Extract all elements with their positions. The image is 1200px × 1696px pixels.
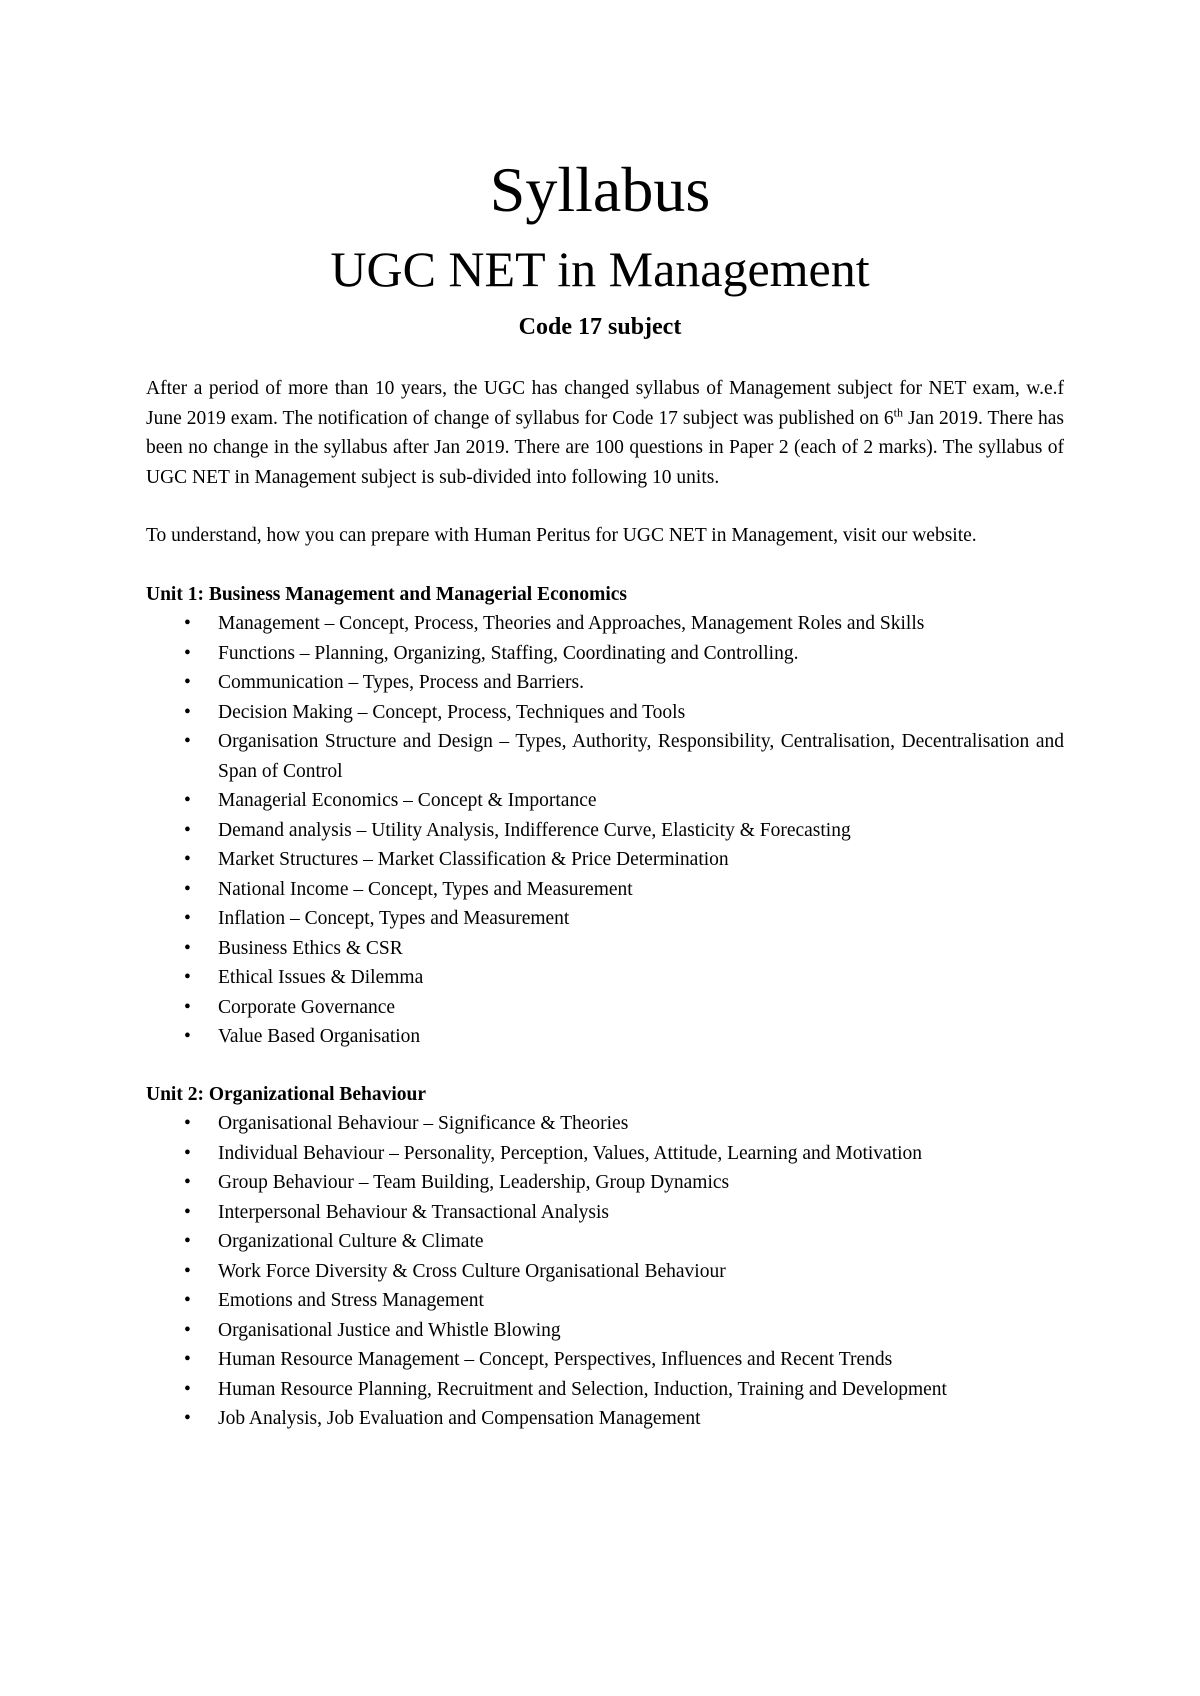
bullet-icon: •	[184, 1026, 191, 1047]
bullet-icon: •	[184, 967, 191, 988]
list-item	[146, 1139, 1064, 1169]
page-subtitle: UGC NET in Management	[330, 241, 870, 297]
topic-text: Organizational Culture & Climate	[218, 1231, 484, 1252]
topic-text: Organisation Structure and Design – Types, Authority, Responsibility, Centralisation, Decentralisation and Span of Control	[218, 731, 1064, 782]
bullet-icon: •	[184, 996, 191, 1018]
topic-text: Group Behaviour – Team Building, Leadership, Group Dynamics	[218, 1172, 730, 1193]
list-item	[146, 786, 1064, 816]
list-item	[146, 1404, 1064, 1434]
intro-paragraph	[146, 374, 1064, 492]
bullet-icon: •	[184, 1349, 191, 1370]
bullet-icon: •	[184, 849, 191, 870]
list-item	[146, 875, 1064, 905]
topic-text: Human Resource Management – Concept, Perspectives, Influences and Recent Trends	[218, 1349, 893, 1370]
unit-heading: Unit 1: Business Management and Managerial Economics	[146, 583, 628, 605]
topic-text: Organisational Justice and Whistle Blowing	[218, 1319, 561, 1341]
list-item	[146, 845, 1064, 875]
bullet-icon: •	[184, 1172, 191, 1193]
bullet-icon: •	[184, 878, 191, 900]
bullet-icon: •	[184, 908, 191, 929]
list-item	[146, 1286, 1064, 1316]
bullet-icon: •	[184, 613, 191, 634]
list-item	[146, 963, 1064, 993]
list-item	[146, 698, 1064, 728]
topic-text: Job Analysis, Job Evaluation and Compensation Management	[218, 1408, 701, 1429]
topic-text: Value Based Organisation	[218, 1026, 421, 1047]
list-item	[146, 1168, 1064, 1198]
topic-text: Decision Making – Concept, Process, Techniques and Tools	[218, 701, 686, 723]
topic-text: Inflation – Concept, Types and Measurement	[218, 908, 570, 929]
intro-text-part2: Jan 2019. There has been no change in the syllabus after Jan 2019. There are 100 questions in Paper 2 (each of 2 marks). The syllabus of UGC NET in Management subject is sub-divided into following 10 units.	[146, 407, 1064, 488]
bullet-icon: •	[184, 1378, 191, 1400]
list-item	[146, 668, 1064, 698]
topic-text: Communication – Types, Process and Barriers.	[218, 672, 585, 693]
list-item	[146, 1109, 1064, 1139]
list-item	[146, 1345, 1064, 1375]
list-item	[146, 609, 1064, 639]
topic-text: Interpersonal Behaviour & Transactional Analysis	[218, 1201, 610, 1223]
topic-text: Human Resource Planning, Recruitment and Selection, Induction, Training and Development	[218, 1378, 947, 1400]
list-item	[146, 993, 1064, 1023]
intro-text-part1: After a period of more than 10 years, the UGC has changed syllabus of Management subject for NET exam, w.e.f June 2019 exam. The notification of change of syllabus for Code 17 subject was published on 6	[146, 378, 1064, 429]
topic-text: Functions – Planning, Organizing, Staffing, Coordinating and Controlling.	[218, 642, 799, 664]
topic-text: Demand analysis – Utility Analysis, Indifference Curve, Elasticity & Forecasting	[218, 819, 851, 841]
page-title: Syllabus	[489, 154, 711, 225]
topic-text: Organisational Behaviour – Significance & Theories	[218, 1113, 629, 1134]
list-item	[146, 1257, 1064, 1287]
bullet-icon: •	[184, 1290, 191, 1311]
topic-text: Ethical Issues & Dilemma	[218, 967, 424, 988]
topic-text: Work Force Diversity & Cross Culture Organisational Behaviour	[218, 1260, 726, 1282]
bullet-icon: •	[184, 819, 191, 841]
bullet-icon: •	[184, 1113, 191, 1134]
topic-text: Emotions and Stress Management	[218, 1290, 484, 1311]
list-item	[146, 816, 1064, 846]
list-item	[146, 1022, 1064, 1052]
list-item	[146, 1316, 1064, 1346]
list-item	[146, 934, 1064, 964]
bullet-icon: •	[184, 1319, 191, 1341]
unit-heading: Unit 2: Organizational Behaviour	[146, 1083, 427, 1105]
topic-text: Business Ethics & CSR	[218, 937, 403, 959]
subject-code: Code 17 subject	[518, 314, 682, 340]
bullet-icon: •	[184, 1260, 191, 1282]
bullet-icon: •	[184, 1231, 191, 1252]
unit-topic-list	[146, 609, 1064, 1052]
list-item	[146, 904, 1064, 934]
bullet-icon: •	[184, 701, 191, 723]
list-item	[146, 1375, 1064, 1405]
list-item	[146, 727, 1064, 786]
bullet-icon: •	[184, 731, 191, 752]
website-paragraph: To understand, how you can prepare with Human Peritus for UGC NET in Management, visit our website.	[146, 525, 977, 546]
unit-topic-list	[146, 1109, 1064, 1434]
intro-superscript: th	[893, 405, 903, 419]
list-item	[146, 1198, 1064, 1228]
topic-text: Corporate Governance	[218, 996, 396, 1018]
topic-text: Individual Behaviour – Personality, Perception, Values, Attitude, Learning and Motivation	[218, 1142, 923, 1164]
topic-text: National Income – Concept, Types and Measurement	[218, 878, 633, 900]
bullet-icon: •	[184, 790, 191, 811]
topic-text: Market Structures – Market Classification & Price Determination	[218, 849, 729, 870]
list-item	[146, 639, 1064, 669]
bullet-icon: •	[184, 1408, 191, 1429]
bullet-icon: •	[184, 672, 191, 693]
bullet-icon: •	[184, 642, 191, 664]
units-container	[146, 580, 1064, 1434]
document-body	[146, 374, 1064, 1462]
topic-text: Management – Concept, Process, Theories and Approaches, Management Roles and Skills	[218, 613, 925, 634]
bullet-icon: •	[184, 1142, 191, 1164]
topic-text: Managerial Economics – Concept & Importance	[218, 790, 597, 811]
bullet-icon: •	[184, 937, 191, 959]
bullet-icon: •	[184, 1201, 191, 1223]
list-item	[146, 1227, 1064, 1257]
